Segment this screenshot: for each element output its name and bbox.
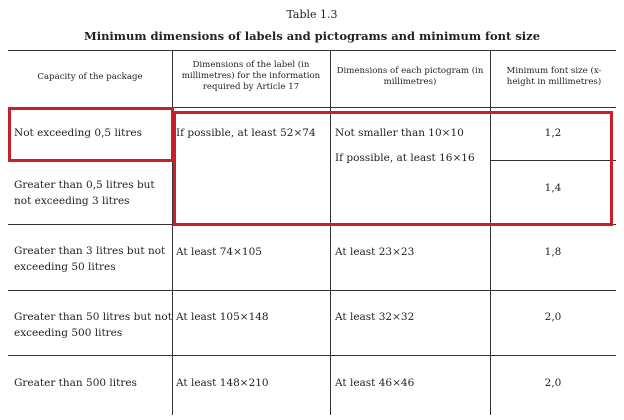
merged-label-dimensions: If possible, at least 52×74 bbox=[176, 127, 316, 139]
table-title: Minimum dimensions of labels and pictograms and minimum font size bbox=[83, 29, 541, 43]
merged-pictogram-line1: Not smaller than 10×10 bbox=[335, 127, 464, 139]
highlight-box-merged bbox=[173, 111, 613, 226]
row4-capacity: Greater than 50 litres but not exceeding 500 litres bbox=[14, 311, 172, 339]
header-capacity: Capacity of the package bbox=[37, 72, 143, 82]
row2-font-size: 1,4 bbox=[544, 182, 562, 194]
highlight-box-capacity bbox=[8, 107, 174, 162]
row1-capacity: Not exceeding 0,5 litres bbox=[14, 127, 143, 139]
header-font-size: Minimum font size (x-height in millimetres) bbox=[506, 66, 602, 87]
table-number: Table 1.3 bbox=[286, 8, 338, 21]
rule-col1 bbox=[172, 50, 173, 415]
row4-font-size: 2,0 bbox=[544, 311, 562, 323]
row5-label-dimensions: At least 148×210 bbox=[176, 377, 269, 389]
row1-font-size: 1,2 bbox=[544, 127, 562, 139]
rule-top bbox=[8, 50, 616, 51]
row3-font-size: 1,8 bbox=[544, 246, 562, 258]
header-pictogram-dimensions: Dimensions of each pictogram (in millimetres) bbox=[336, 66, 484, 87]
rule-row3-bottom bbox=[8, 290, 616, 291]
row5-pictogram-dimensions: At least 46×46 bbox=[335, 377, 415, 389]
row5-capacity: Greater than 500 litres bbox=[14, 377, 137, 389]
row3-capacity: Greater than 3 litres but not exceeding 50 litres bbox=[14, 245, 166, 273]
merged-pictogram-line2: If possible, at least 16×16 bbox=[335, 152, 475, 164]
rule-col2 bbox=[330, 50, 331, 415]
row5-font-size: 2,0 bbox=[544, 377, 562, 389]
rule-col3 bbox=[490, 50, 491, 415]
row2-capacity: Greater than 0,5 litres but not exceeding 3 litres bbox=[14, 179, 155, 207]
row4-label-dimensions: At least 105×148 bbox=[176, 311, 269, 323]
rule-row4-bottom bbox=[8, 355, 616, 356]
row3-label-dimensions: At least 74×105 bbox=[176, 246, 262, 258]
row3-pictogram-dimensions: At least 23×23 bbox=[335, 246, 415, 258]
row4-pictogram-dimensions: At least 32×32 bbox=[335, 311, 415, 323]
header-label-dimensions: Dimensions of the label (in millimetres) for the information required by Article 17 bbox=[181, 60, 321, 92]
